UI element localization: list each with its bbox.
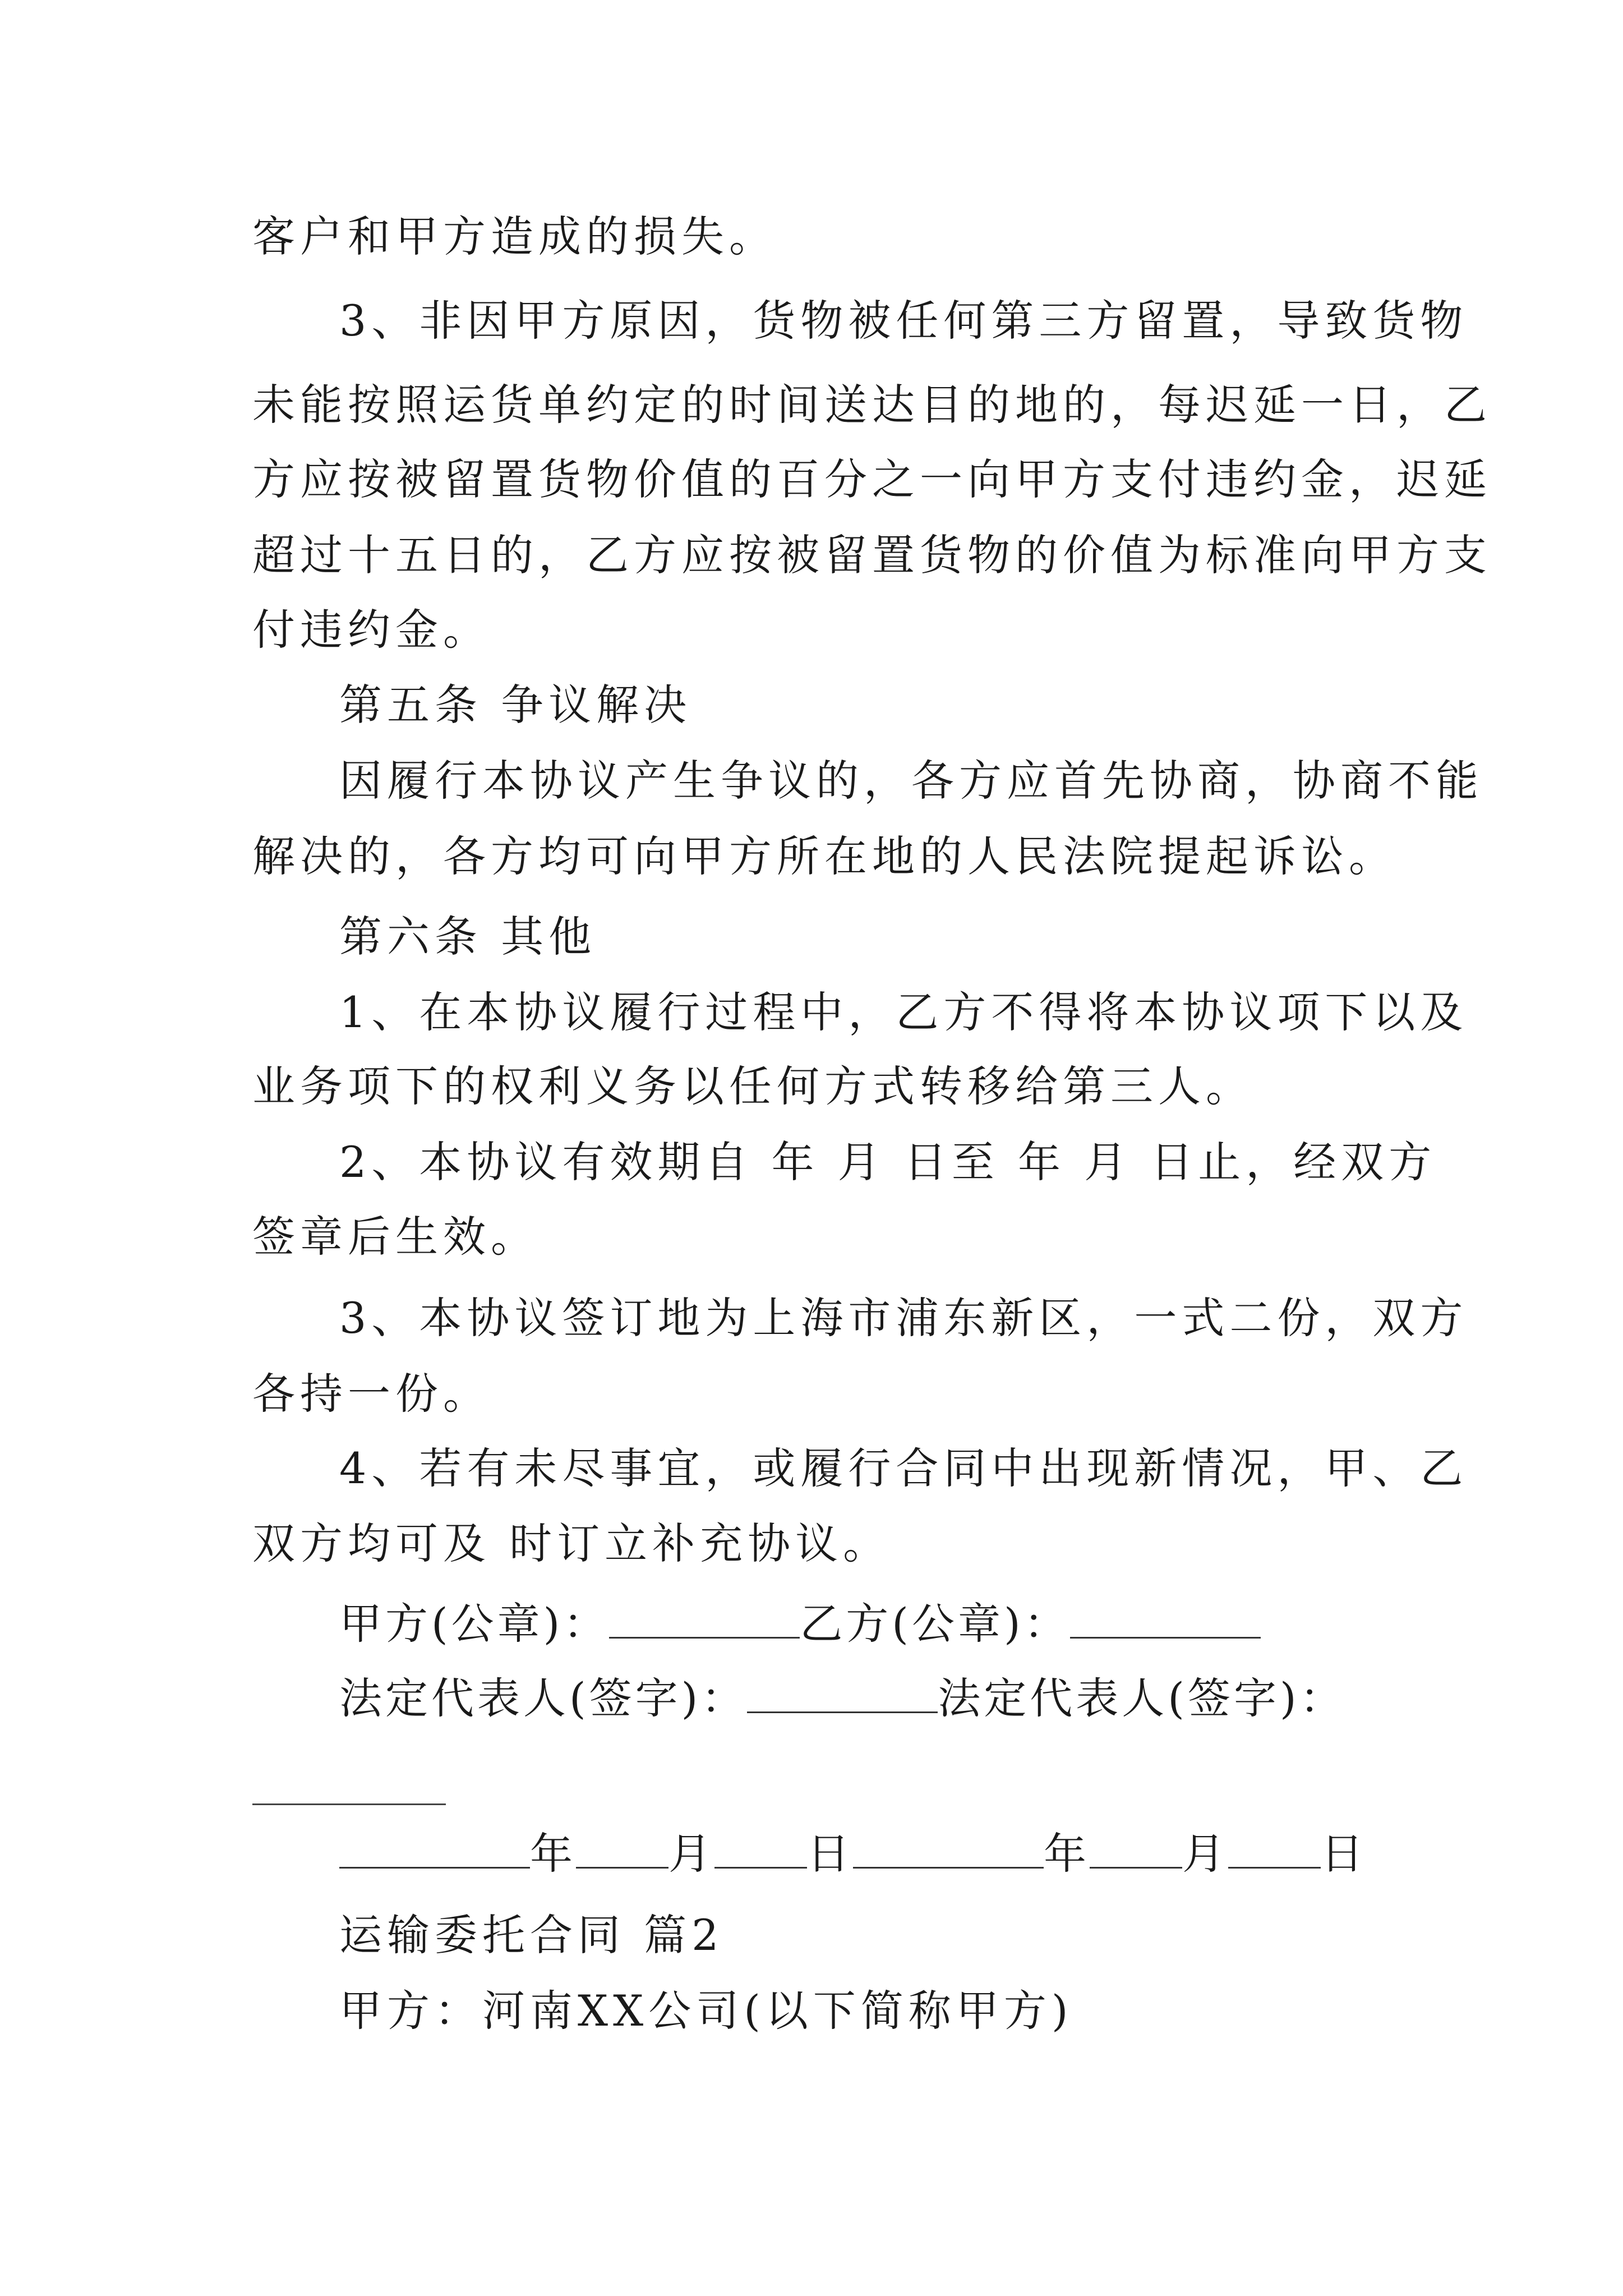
paragraph-line: 2、本协议有效期自 年 月 日至 年 月 日止，经双方: [339, 1137, 1437, 1187]
date-b-month-blank: [1090, 1828, 1182, 1869]
paragraph-line: 因履行本协议产生争议的，各方应首先协商，协商不能: [339, 756, 1483, 806]
party-a-seal-blank: [609, 1598, 800, 1639]
party-b-seal-blank: [1070, 1598, 1261, 1639]
signature-date-row: [339, 1826, 1367, 1882]
rep-b-sign-blank: [252, 1803, 446, 1805]
rep-a-sign-blank: [747, 1672, 938, 1713]
paragraph-line: 客户和甲方造成的损失。: [252, 211, 777, 261]
date-b-day-label: 日: [1321, 1829, 1367, 1879]
paragraph-line: 1、在本协议履行过程中，乙方不得将本协议项下以及: [339, 987, 1468, 1037]
date-b-year-blank: [853, 1828, 1044, 1869]
paragraph-line: 3、非因甲方原因，货物被任何第三方留置，导致货物: [339, 296, 1468, 346]
date-a-day-blank: [714, 1828, 807, 1869]
signature-seal-row: [339, 1596, 1261, 1652]
paragraph-line: 超过十五日的，乙方应按被留置货物的价值为标准向甲方支: [252, 530, 1492, 580]
date-a-month-blank: [576, 1828, 668, 1869]
signature-rep-row: [339, 1671, 1346, 1727]
article-heading: 第五条 争议解决: [339, 680, 692, 730]
section-title: 运输委托合同 篇2: [339, 1910, 724, 1960]
paragraph-line: 4、若有未尽事宜，或履行合同中出现新情况，甲、乙: [339, 1443, 1468, 1493]
paragraph-line: 付违约金。: [252, 605, 491, 655]
paragraph-line: 未能按照运货单约定的时间送达目的地的，每迟延一日，乙: [252, 380, 1492, 430]
date-b-year-label: 年: [1044, 1829, 1090, 1879]
article-heading: 第六条 其他: [339, 912, 597, 961]
paragraph-line: 签章后生效。: [252, 1212, 538, 1262]
party-b-seal-label: 乙方(公章)：: [800, 1599, 1070, 1649]
paragraph-line: 3、本协议签订地为上海市浦东新区，一式二份，双方: [339, 1293, 1468, 1343]
date-a-year-blank: [339, 1828, 530, 1869]
party-a-line: 甲方：河南XX公司(以下简称甲方): [339, 1986, 1073, 2036]
date-a-day-label: 日: [807, 1829, 853, 1879]
paragraph-line: 双方均可及 时订立补充协议。: [252, 1519, 891, 1568]
party-a-seal-label: 甲方(公章)：: [339, 1599, 610, 1649]
paragraph-line: 方应按被留置货物价值的百分之一向甲方支付违约金，迟延: [252, 454, 1492, 504]
paragraph-line: 解决的，各方均可向甲方所在地的人民法院提起诉讼。: [252, 831, 1396, 881]
rep-a-sign-label: 法定代表人(签字)：: [339, 1673, 748, 1723]
date-a-month-label: 月: [668, 1829, 714, 1879]
paragraph-line: 各持一份。: [252, 1369, 491, 1419]
date-a-year-label: 年: [530, 1829, 576, 1879]
date-b-month-label: 月: [1182, 1829, 1228, 1879]
paragraph-line: 业务项下的权利义务以任何方式转移给第三人。: [252, 1061, 1253, 1111]
rep-b-sign-label: 法定代表人(签字)：: [938, 1673, 1346, 1723]
date-b-day-blank: [1228, 1828, 1321, 1869]
